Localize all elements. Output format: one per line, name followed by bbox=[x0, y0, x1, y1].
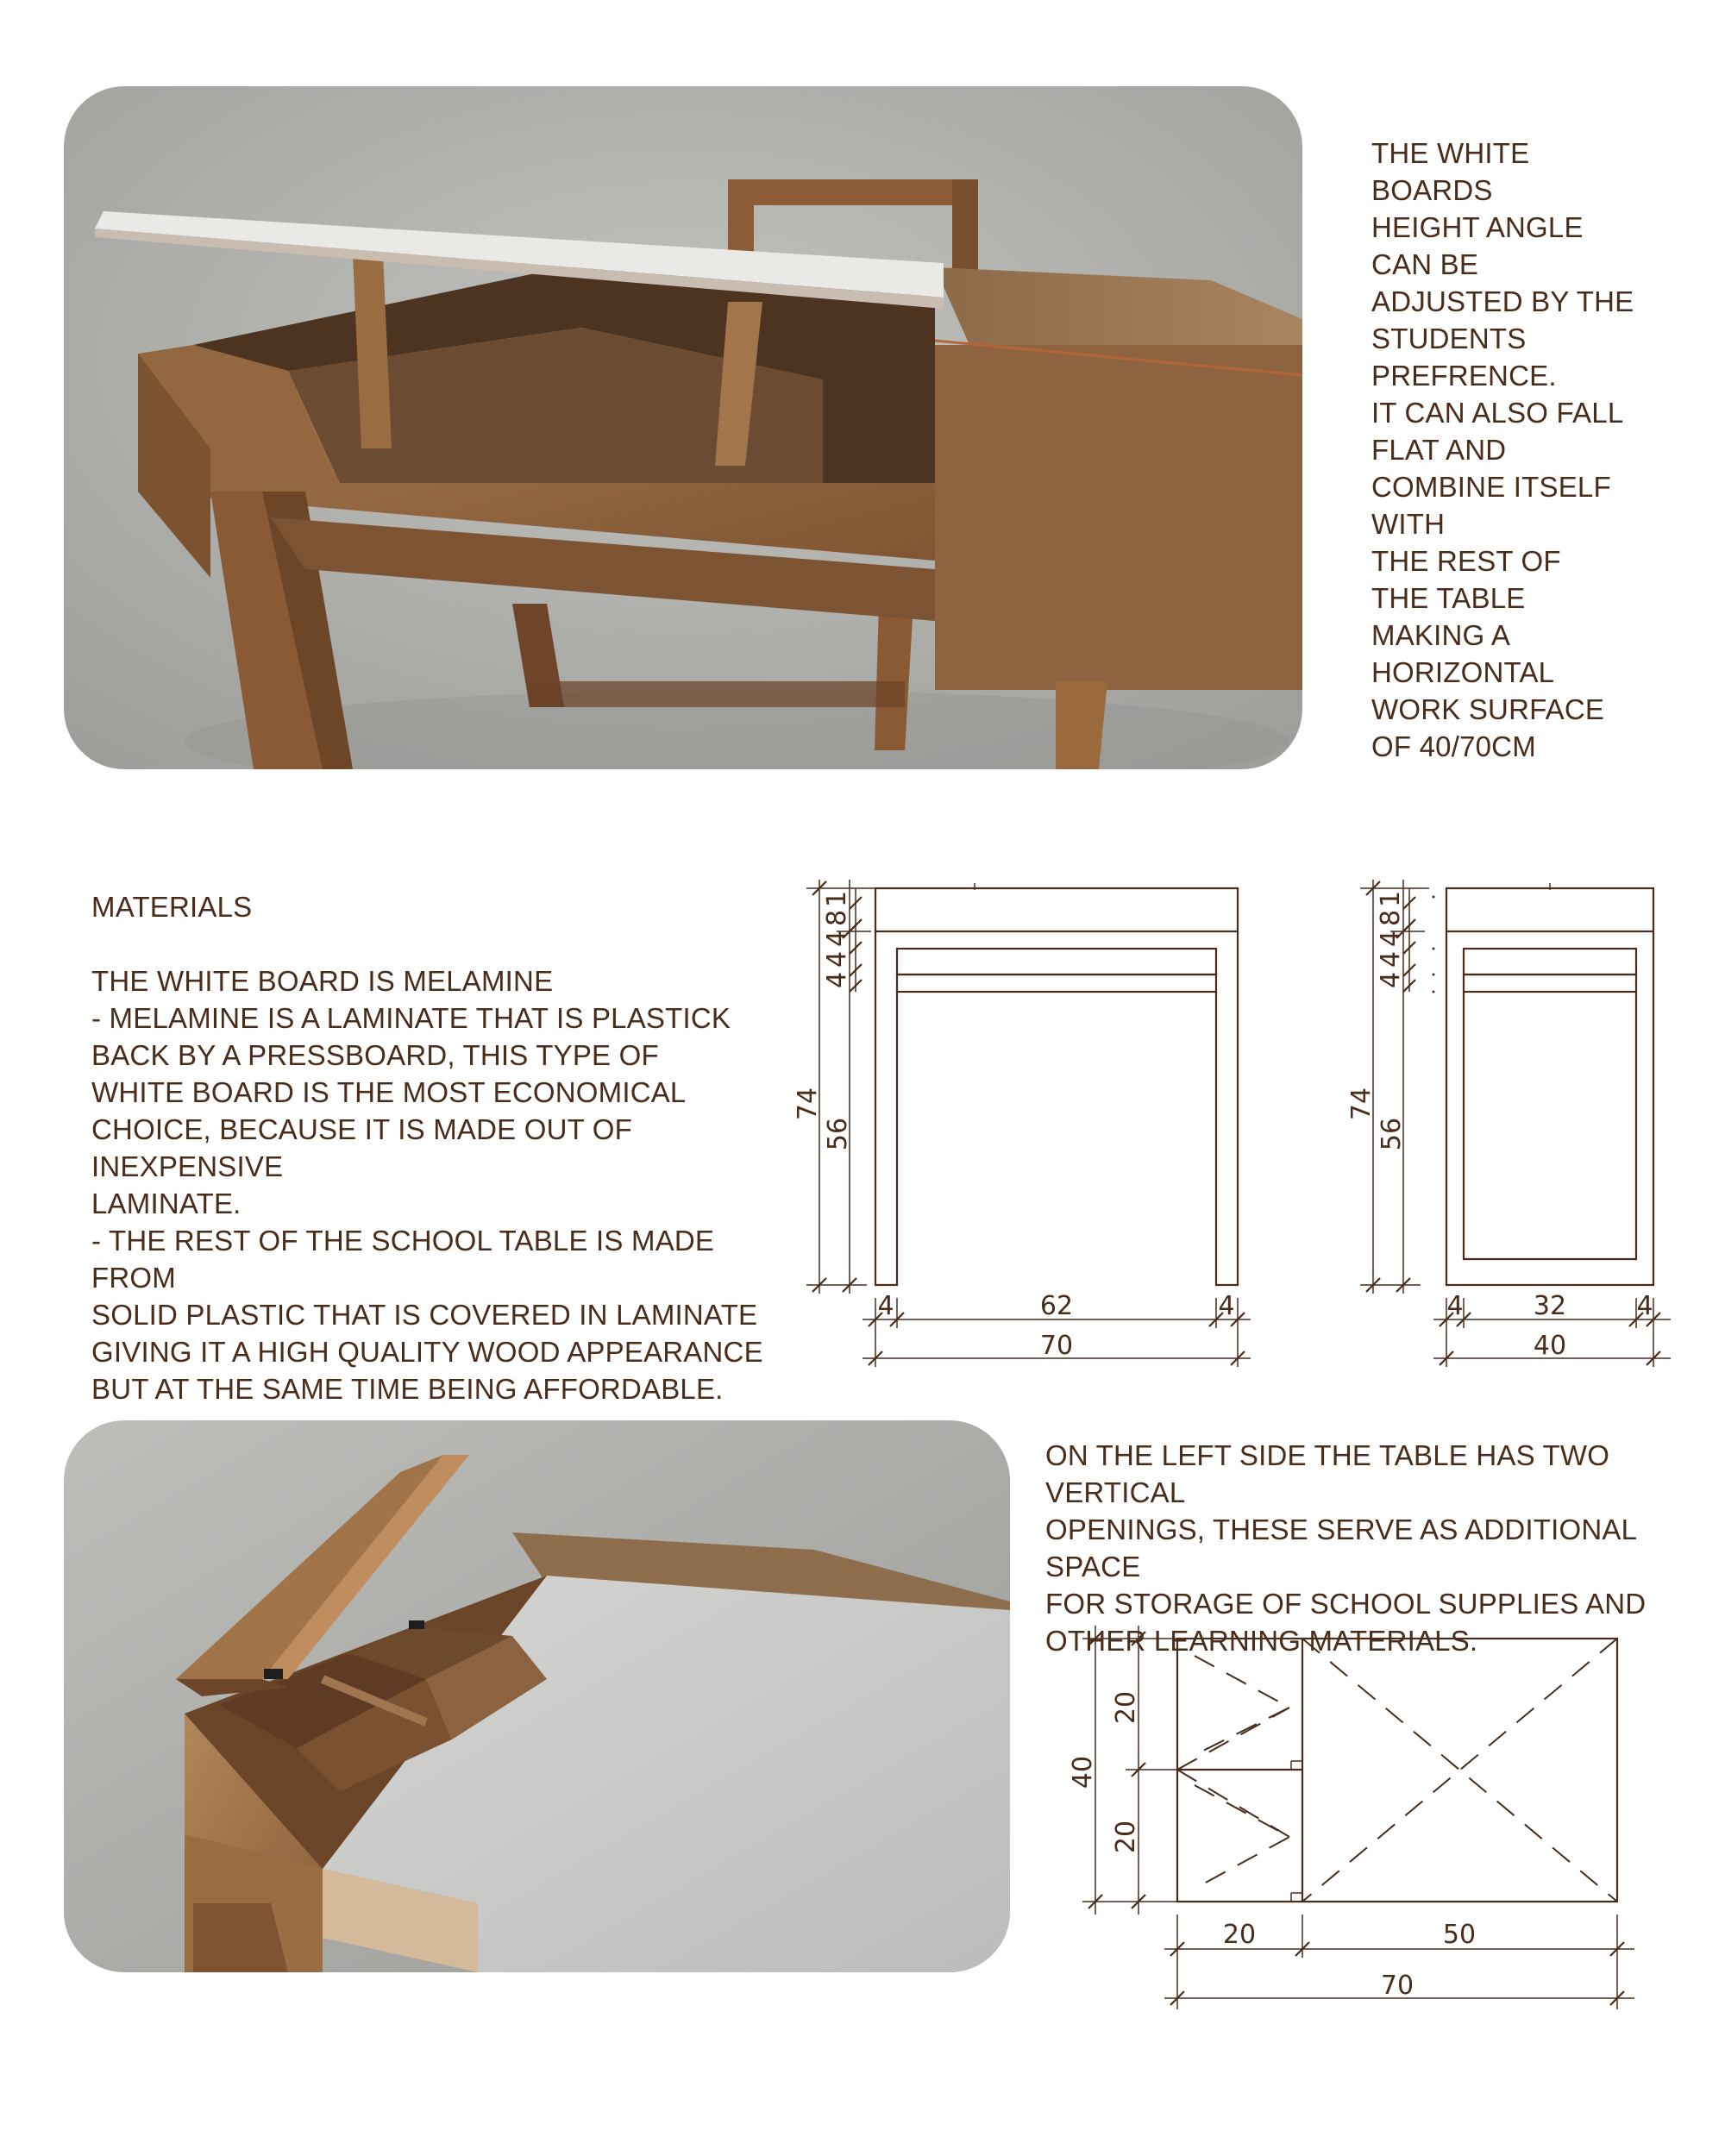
front-leg-right: 4 bbox=[1218, 1291, 1235, 1321]
materials-line: - THE REST OF THE SCHOOL TABLE IS MADE FROM bbox=[91, 1225, 715, 1294]
plan-total-width: 70 bbox=[1380, 1971, 1414, 2001]
front-total-width: 70 bbox=[1039, 1331, 1074, 1361]
desk-render-open-storage bbox=[64, 1420, 1010, 1972]
plan-left-width: 20 bbox=[1222, 1920, 1257, 1950]
note-line: FLAT AND bbox=[1371, 434, 1507, 466]
materials-heading: MATERIALS bbox=[91, 891, 253, 923]
side-stack-label: 4 bbox=[1376, 930, 1406, 947]
side-leg-left: 4 bbox=[1446, 1291, 1464, 1321]
front-stack-label: 4 bbox=[822, 971, 852, 988]
front-leg-left: 4 bbox=[877, 1291, 894, 1321]
materials-section bbox=[91, 888, 781, 1407]
note-line: HORIZONTAL bbox=[1371, 656, 1555, 688]
materials-line: BACK BY A PRESSBOARD, THIS TYPE OF bbox=[91, 1039, 659, 1071]
materials-line: - MELAMINE IS A LAMINATE THAT IS PLASTICK bbox=[91, 1002, 731, 1034]
plan-lower-depth: 20 bbox=[1111, 1820, 1141, 1854]
front-stack-label: 8 bbox=[822, 909, 852, 926]
note-line: PREFRENCE. bbox=[1371, 360, 1557, 392]
note-line: OF 40/70CM bbox=[1371, 730, 1536, 762]
desk-render-raised-whiteboard bbox=[64, 86, 1302, 769]
side-total-width: 40 bbox=[1533, 1331, 1567, 1361]
note-line: FOR STORAGE OF SCHOOL SUPPLIES AND bbox=[1045, 1588, 1647, 1620]
materials-line: GIVING IT A HIGH QUALITY WOOD APPEARANCE bbox=[91, 1336, 763, 1368]
note-line: THE TABLE bbox=[1371, 582, 1526, 614]
note-line: WITH bbox=[1371, 508, 1446, 540]
note-line: HEIGHT ANGLE bbox=[1371, 211, 1584, 243]
front-elevation-drawing bbox=[793, 871, 1268, 1388]
materials-line: BUT AT THE SAME TIME BEING AFFORDABLE. bbox=[91, 1373, 724, 1405]
front-stack-label: 4 bbox=[822, 950, 852, 968]
side-leg-right: 4 bbox=[1636, 1291, 1653, 1321]
side-stack-label: 8 bbox=[1376, 909, 1406, 926]
front-total-height: 74 bbox=[793, 1087, 823, 1121]
front-inner-width: 62 bbox=[1039, 1291, 1074, 1321]
front-stack-label: 1 bbox=[822, 890, 852, 907]
front-stack-label: 4 bbox=[822, 930, 852, 947]
note-line: OPENINGS, THESE SERVE AS ADDITIONAL SPACE bbox=[1045, 1514, 1636, 1583]
materials-line: THE WHITE BOARD IS MELAMINE bbox=[91, 965, 554, 997]
note-line: CAN BE bbox=[1371, 248, 1479, 280]
note-line: OTHER LEARNING MATERIALS. bbox=[1045, 1625, 1478, 1657]
note-line: WORK SURFACE bbox=[1371, 693, 1605, 725]
note-line: IT CAN ALSO FALL bbox=[1371, 397, 1624, 429]
side-leg-height: 56 bbox=[1377, 1117, 1407, 1151]
side-stack-label: 4 bbox=[1376, 950, 1406, 968]
note-line: STUDENTS bbox=[1371, 323, 1527, 354]
side-elevation-drawing bbox=[1346, 871, 1701, 1388]
materials-line: WHITE BOARD IS THE MOST ECONOMICAL bbox=[91, 1076, 687, 1108]
note-line: COMBINE ITSELF bbox=[1371, 471, 1611, 503]
side-stack-label: 4 bbox=[1376, 971, 1406, 988]
note-line: THE REST OF bbox=[1371, 545, 1561, 577]
note-line: ON THE LEFT SIDE THE TABLE HAS TWO VERTICAL bbox=[1045, 1439, 1610, 1508]
top-plan-drawing bbox=[1065, 1626, 1652, 2022]
side-stack-label: 1 bbox=[1376, 890, 1406, 907]
plan-upper-depth: 20 bbox=[1111, 1690, 1141, 1725]
materials-line: SOLID PLASTIC THAT IS COVERED IN LAMINATE bbox=[91, 1299, 758, 1331]
materials-line: CHOICE, BECAUSE IT IS MADE OUT OF INEXPENSIVE bbox=[91, 1113, 632, 1182]
plan-right-width: 50 bbox=[1442, 1920, 1477, 1950]
plan-total-depth: 40 bbox=[1068, 1755, 1098, 1789]
note-line: THE WHITE bbox=[1371, 137, 1530, 169]
side-inner-width: 32 bbox=[1533, 1291, 1567, 1321]
note-line: BOARDS bbox=[1371, 174, 1493, 206]
front-leg-height: 56 bbox=[823, 1117, 853, 1151]
side-total-height: 74 bbox=[1346, 1087, 1377, 1121]
note-line: ADJUSTED BY THE bbox=[1371, 285, 1634, 317]
materials-line: LAMINATE. bbox=[91, 1188, 242, 1219]
note-line: MAKING A bbox=[1371, 619, 1511, 651]
whiteboard-adjustment-note bbox=[1371, 135, 1699, 765]
